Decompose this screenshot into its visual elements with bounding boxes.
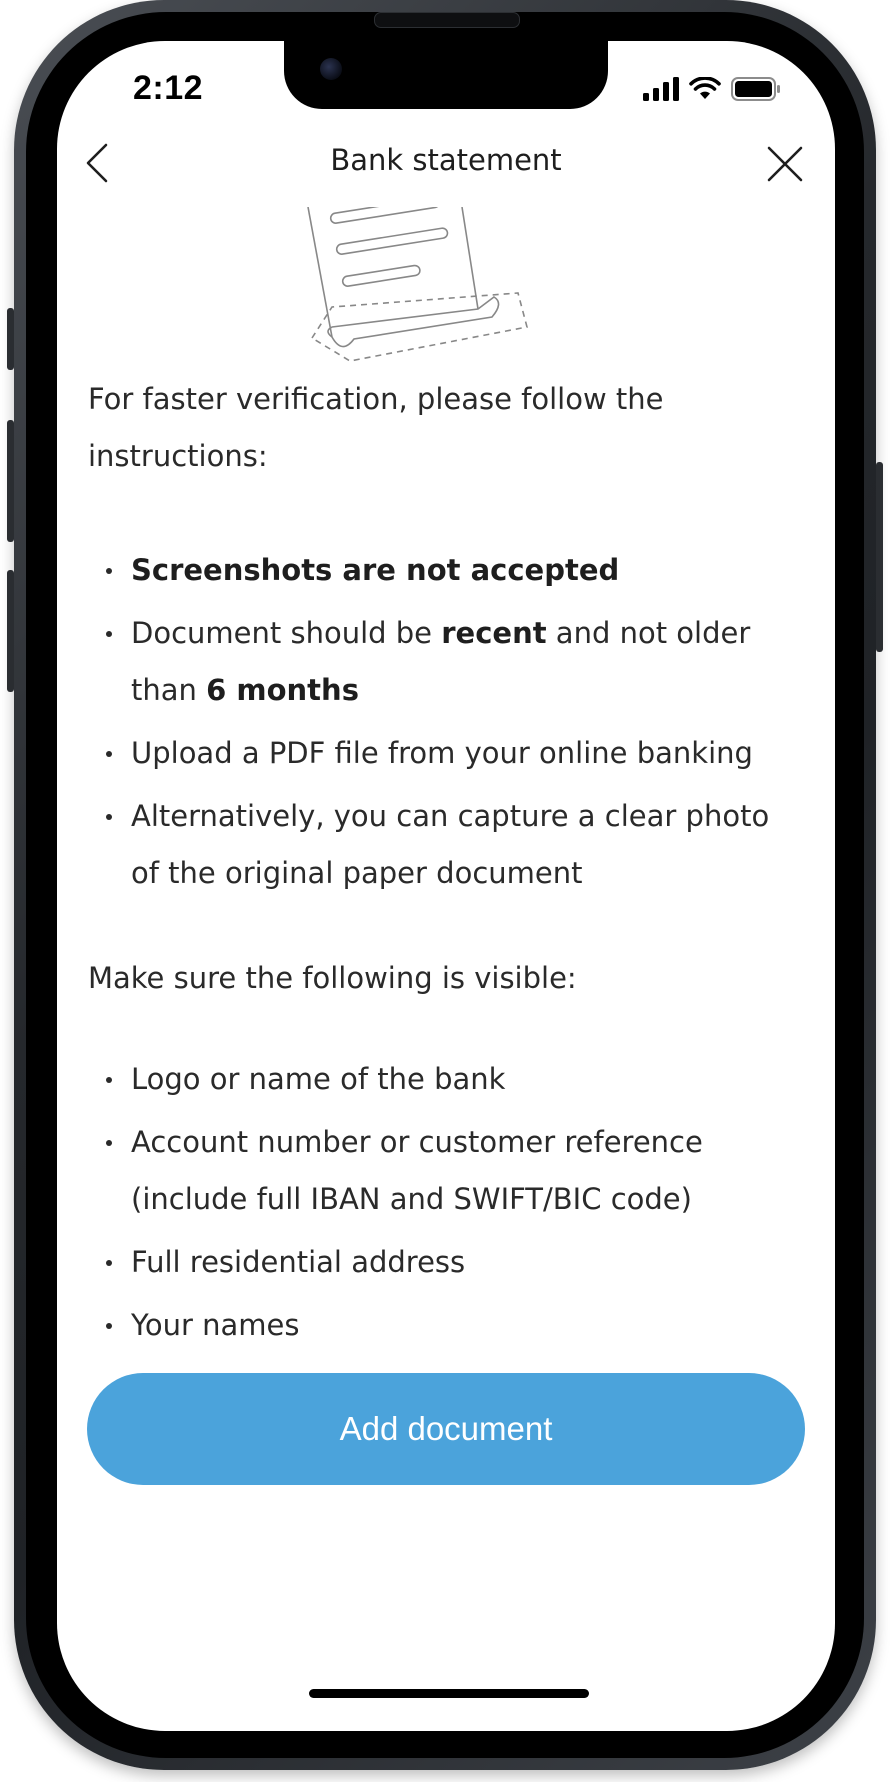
visible-items-list: [88, 1051, 799, 1417]
add-document-button[interactable]: Add document: [87, 1373, 805, 1485]
list-item: Logo or name of the bank: [88, 1051, 799, 1108]
list-item: [88, 542, 799, 599]
instructions-content: [88, 371, 799, 1423]
page-title: Bank statement: [330, 143, 562, 177]
intro-text: For faster verification, please follow the instructions:: [88, 382, 664, 473]
wifi-icon: [689, 77, 721, 101]
list-item: Full residential address: [88, 1234, 799, 1291]
status-icons: [643, 75, 781, 101]
list-item: [88, 605, 799, 719]
list-item: [88, 788, 799, 902]
instruction-text: Upload a PDF file from your online banking: [131, 736, 753, 770]
power-button: [876, 462, 883, 652]
speaker-grille: [374, 12, 520, 28]
close-icon: [763, 142, 807, 186]
battery-icon: [731, 77, 781, 101]
mute-switch: [7, 308, 14, 370]
list-item: [88, 725, 799, 782]
status-time: 2:12: [133, 69, 204, 107]
visible-heading: Make sure the following is visible:: [88, 961, 577, 995]
instruction-text: Document should be: [131, 616, 442, 650]
close-button[interactable]: [763, 142, 807, 186]
cellular-signal-icon: [643, 77, 679, 101]
list-item: Account number or customer reference (include full IBAN and SWIFT/BIC code): [88, 1114, 799, 1228]
instruction-text: and not older than: [131, 616, 751, 707]
screen: [57, 41, 835, 1731]
instruction-bold: 6 months: [206, 673, 359, 707]
notch: [284, 41, 608, 109]
instruction-text: Alternatively, you can capture a clear photo of the original paper document: [131, 799, 770, 890]
instruction-bold: Screenshots are not accepted: [131, 553, 620, 587]
list-item: Your names: [88, 1297, 799, 1354]
front-camera: [320, 58, 342, 80]
volume-down-button: [7, 570, 14, 692]
instruction-bold: recent: [441, 616, 547, 650]
home-indicator[interactable]: [309, 1689, 589, 1698]
instructions-list: [88, 542, 799, 902]
document-illustration-icon: [302, 207, 582, 369]
volume-up-button: [7, 420, 14, 542]
